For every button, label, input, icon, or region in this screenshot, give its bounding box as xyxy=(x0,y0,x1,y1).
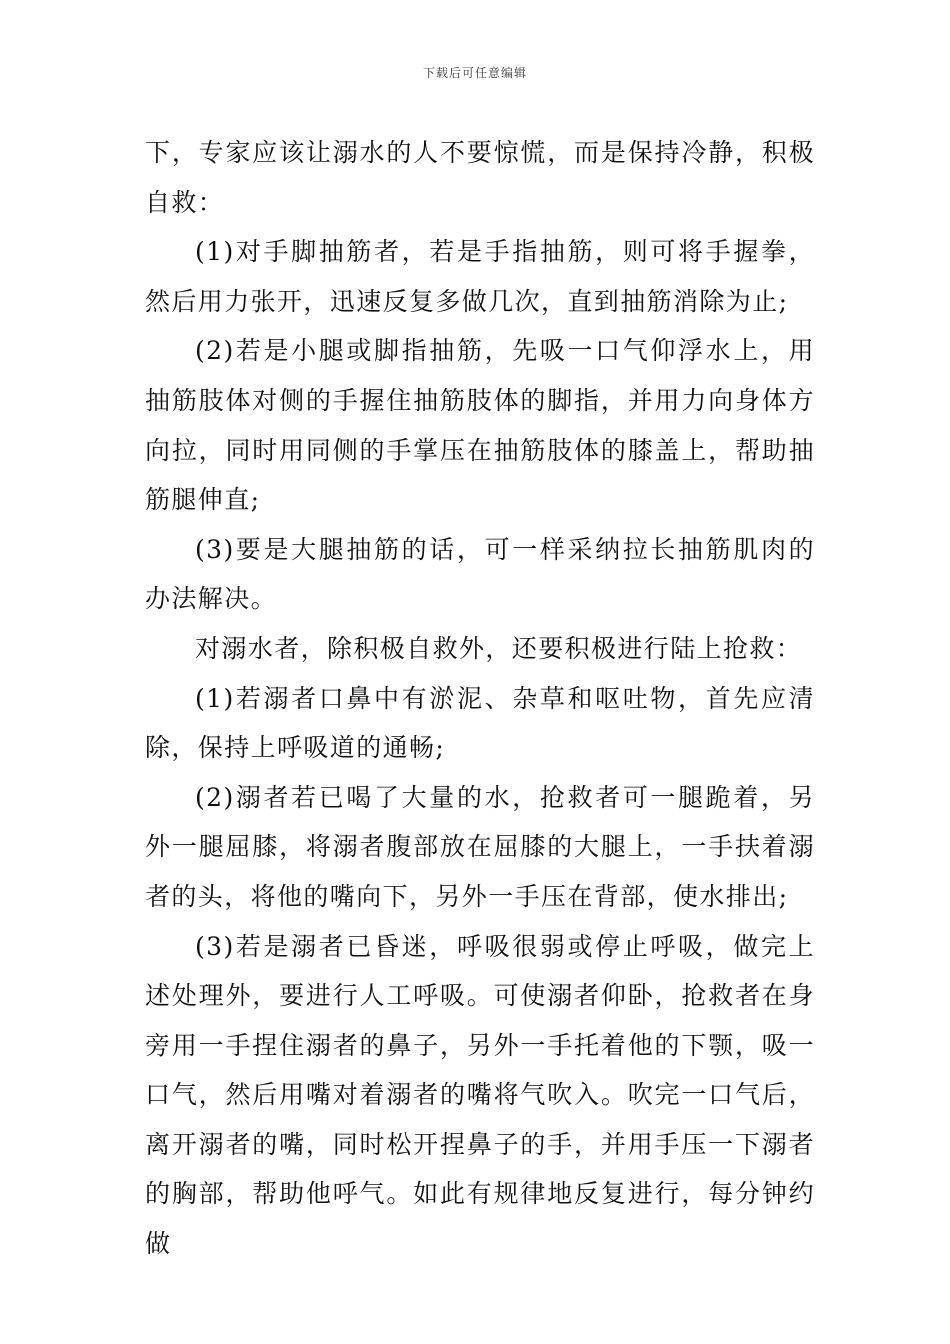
paragraph-calf-cramp: (2)若是小腿或脚指抽筋，先吸一口气仰浮水上，用抽筋肢体对侧的手握住抽筋肢体的脚指，并用力向身体方向拉，同时用同侧的手掌压在抽筋肢体的膝盖上，帮助抽筋腿伸直; xyxy=(145,336,815,515)
paragraph-artificial-respiration: (3)若是溺者已昏迷，呼吸很弱或停止呼吸，做完上述处理外，要进行人工呼吸。可使溺者仰卧，抢救者在身旁用一手捏住溺者的鼻子，另外一手托着他的下颚，吸一口气，然后用嘴对着溺者的嘴将气吹入。吹完一口气后，离开溺者的嘴，同时松开捏鼻子的手，并用手压一下溺者的胸部，帮助他呼气。如此有规律地反复进行，每分钟约做 xyxy=(145,931,815,1259)
page-header: 下载后可任意编辑 xyxy=(422,66,527,80)
paragraph-thigh-cramp: (3)要是大腿抽筋的话，可一样采纳拉长抽筋肌肉的办法解决。 xyxy=(145,534,815,614)
paragraph-clear-airway: (1)若溺者口鼻中有淤泥、杂草和呕吐物，首先应清除，保持上呼吸道的通畅; xyxy=(145,683,815,763)
paragraph-hand-cramp: (1)对手脚抽筋者，若是手指抽筋，则可将手握拳，然后用力张开，迅速反复多做几次，直到抽筋消除为止; xyxy=(145,237,815,316)
paragraph-continuation: 下，专家应该让溺水的人不要惊慌，而是保持冷静，积极自救： xyxy=(145,138,815,217)
paragraph-drain-water: (2)溺者若已喝了大量的水，抢救者可一腿跪着，另外一腿屈膝，将溺者腹部放在屈膝的大腿上，一手扶着溺者的头，将他的嘴向下，另外一手压在背部，使水排出; xyxy=(145,782,815,911)
document-body xyxy=(145,128,815,1269)
paragraph-land-rescue-intro: 对溺水者，除积极自救外，还要积极进行陆上抢救： xyxy=(195,633,803,663)
